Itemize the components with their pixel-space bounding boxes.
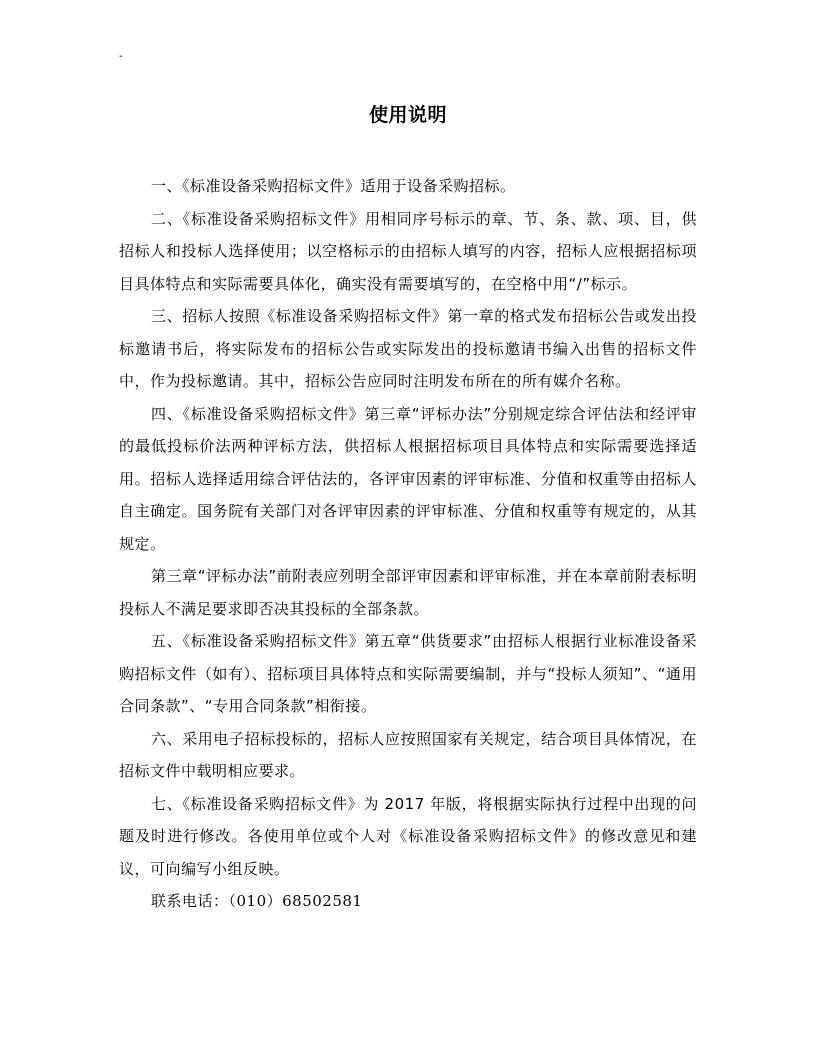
document-body — [119, 170, 697, 918]
paragraph-2: 二、《标准设备采购招标文件》用相同序号标示的章、节、条、款、项、目，供招标人和投标人选择使用；以空格标示的由招标人填写的内容，招标人应根据招标项目具体特点和实际需要具体化，确实没有需要填写的，在空格中用“/”标示。 — [119, 209, 697, 293]
paragraph-5: 五、《标准设备采购招标文件》第五章“供货要求”由招标人根据行业标准设备采购招标文件（如有）、招标项目具体特点和实际需要编制，并与“投标人须知”、“通用合同条款”、“专用合同条款”相衔接。 — [119, 632, 697, 715]
paragraph-7: 七、《标准设备采购招标文件》为 2017 年版，将根据实际执行过程中出现的问题及时进行修改。各使用单位或个人对《标准设备采购招标文件》的修改意见和建议，可向编写小组反映。 — [119, 794, 697, 878]
paragraph-4-note: 第三章“评标办法”前附表应列明全部评审因素和评审标准，并在本章前附表标明投标人不满足要求即否决其投标的全部条款。 — [119, 567, 697, 618]
paragraph-4: 四、《标准设备采购招标文件》第三章“评标办法”分别规定综合评估法和经评审的最低投标价法两种评标方法，供招标人根据招标项目具体特点和实际需要选择适用。招标人选择适用综合评估法的，各评审因素的评审标准、分值和权重等由招标人自主确定。国务院有关部门对各评审因素的评审标准、分值和权重等有规定的，从其规定。 — [119, 404, 697, 553]
page-title: 使用说明 — [368, 104, 447, 126]
paragraph-3: 三、招标人按照《标准设备采购招标文件》第一章的格式发布招标公告或发出投标邀请书后，将实际发布的招标公告或实际发出的投标邀请书编入出售的招标文件中，作为投标邀请。其中，招标公告应同时注明发布所在的所有媒介名称。 — [119, 307, 697, 390]
paragraph-1: 一、《标准设备采购招标文件》适用于设备采购招标。 — [151, 177, 516, 195]
page-marker: - — [119, 51, 123, 62]
paragraph-6: 六、采用电子招标投标的，招标人应按照国家有关规定，结合项目具体情况，在招标文件中载明相应要求。 — [119, 729, 697, 780]
contact-phone: 联系电话：（010）68502581 — [151, 892, 363, 910]
